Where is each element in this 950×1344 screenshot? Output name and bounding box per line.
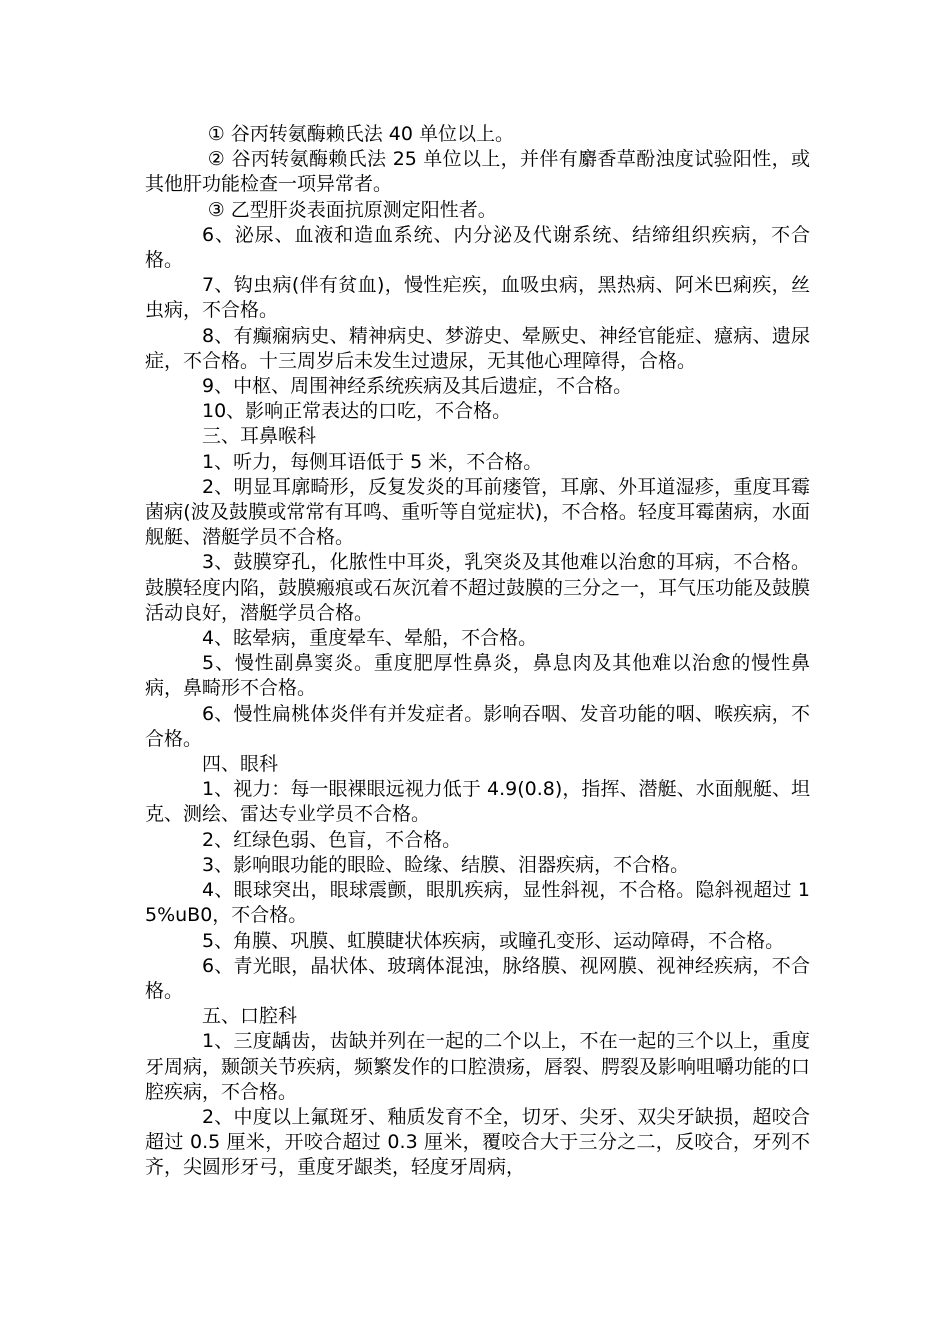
paragraph-dental-2-fluorosis: 2、中度以上氟斑牙、釉质发育不全，切牙、尖牙、双尖牙缺损，超咬合超过 0.5 厘米，开咬合超过 0.3 厘米，覆咬合大于三分之二，反咬合，牙列不齐，尖圆形牙弓，重度牙龈类，轻度牙周病， xyxy=(145,1105,810,1179)
paragraph-item-8-epilepsy: 8、有癫痫病史、精神病史、梦游史、晕厥史、神经官能症、癔病、遗尿症，不合格。十三周岁后未发生过遗尿，无其他心理障得，合格。 xyxy=(145,324,810,372)
paragraph-item-10-stutter: 10、影响正常表达的口吃，不合格。 xyxy=(202,400,512,423)
paragraph-ent-2-auricle: 2、明显耳廓畸形，反复发炎的耳前瘘管，耳廓、外耳道湿疹，重度耳霉菌病(波及鼓膜或常常有耳鸣、重听等自觉症状)，不合格。轻度耳霉菌病，水面舰艇、潜艇学员不合格。 xyxy=(145,475,810,549)
paragraph-dental-1-caries: 1、三度龋齿，齿缺并列在一起的二个以上，不在一起的三个以上，重度牙周病，颞颌关节疾病，频繁发作的口腔溃疡，唇裂、腭裂及影响咀嚼功能的口腔疾病，不合格。 xyxy=(145,1030,811,1103)
paragraph-eye-5-cornea: 5、角膜、巩膜、虹膜睫状体疾病，或瞳孔变形、运动障碍，不合格。 xyxy=(202,929,785,952)
paragraph-ent-5-sinusitis: 5、慢性副鼻窦炎。重度肥厚性鼻炎，鼻息肉及其他难以治愈的慢性鼻病，鼻畸形不合格。 xyxy=(145,652,810,700)
section-heading-dental: 五、口腔科 xyxy=(202,1005,298,1028)
paragraph-item-6-urinary: 6、泌尿、血液和造血系统、内分泌及代谢系统、结缔组织疾病，不合格。 xyxy=(145,223,810,272)
paragraph-item-7-parasitic: 7、钩虫病(伴有贫血)，慢性疟疾，血吸虫病，黑热病、阿米巴痢疾，丝虫病，不合格。 xyxy=(145,274,810,322)
paragraph-item-9-nervous: 9、中枢、周围神经系统疾病及其后遗症，不合格。 xyxy=(202,375,633,398)
paragraph-hbsag: ③ 乙型肝炎表面抗原测定阳性者。 xyxy=(207,198,497,221)
section-heading-ent: 三、耳鼻喉科 xyxy=(202,425,317,448)
paragraph-alt-40: ① 谷丙转氨酶赖氏法 40 单位以上。 xyxy=(207,123,515,145)
section-heading-eye: 四、眼科 xyxy=(202,753,279,776)
paragraph-ent-6-tonsillitis: 6、慢性扁桃体炎伴有并发症者。影响吞咽、发音功能的咽、喉疾病，不合格。 xyxy=(145,702,810,750)
paragraph-eye-2-color: 2、红绿色弱、色盲，不合格。 xyxy=(202,828,462,851)
paragraph-ent-4-vertigo: 4、眩晕病，重度晕车、晕船，不合格。 xyxy=(202,627,538,650)
paragraph-eye-6-glaucoma: 6、青光眼，晶状体、玻璃体混浊，脉络膜、视网膜、视神经疾病，不合格。 xyxy=(145,954,810,1002)
paragraph-eye-1-vision: 1、视力：每一眼裸眼远视力低于 4.9(0.8)，指挥、潜艇、水面舰艇、坦克、测绘、雷达专业学员不合格。 xyxy=(145,778,810,826)
document-body xyxy=(145,122,810,1181)
paragraph-ent-1-hearing: 1、听力，每侧耳语低于 5 米，不合格。 xyxy=(202,450,543,473)
paragraph-ent-3-eardrum: 3、鼓膜穿孔，化脓性中耳炎，乳突炎及其他难以治愈的耳病，不合格。鼓膜轻度内陷，鼓膜瘢痕或石灰沉着不超过鼓膜的三分之一，耳气压功能及鼓膜活动良好，潜艇学员合格。 xyxy=(145,551,811,624)
paragraph-alt-25: ② 谷丙转氨酶赖氏法 25 单位以上，并伴有麝香草酚浊度试验阳性，或其他肝功能检查一项异常者。 xyxy=(145,148,810,196)
paragraph-eye-3-eyelid: 3、影响眼功能的眼睑、睑缘、结膜、泪器疾病，不合格。 xyxy=(202,853,690,876)
paragraph-eye-4-strabismus: 4、眼球突出，眼球震颤，眼肌疾病，显性斜视，不合格。隐斜视超过 15%uB0，不合格。 xyxy=(145,879,810,927)
